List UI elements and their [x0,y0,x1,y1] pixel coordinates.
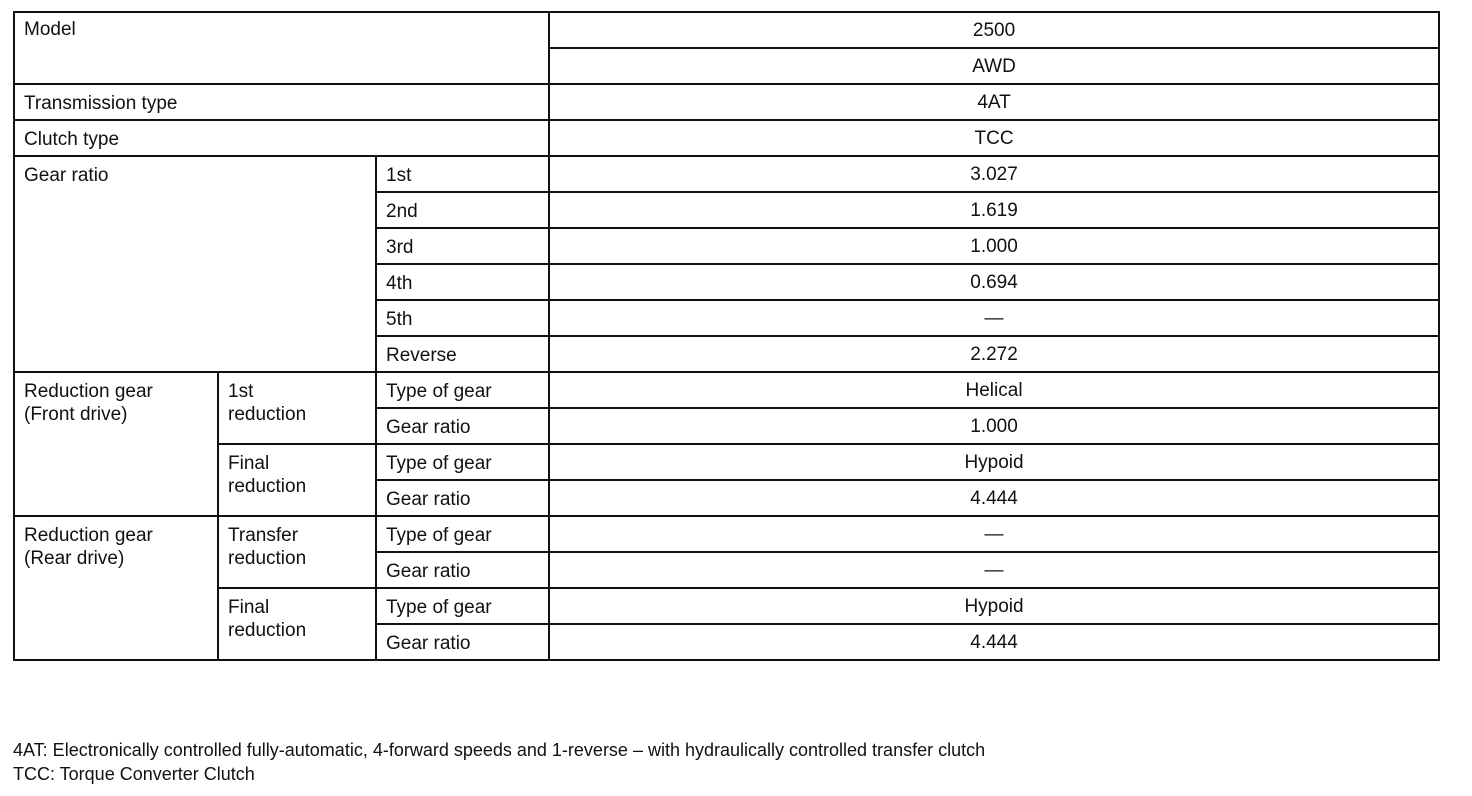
gear-ratio-sub-label: Gear ratio [376,408,549,444]
model-value-cell: 2500 [549,12,1439,48]
front-first-reduction-label [218,372,376,444]
type-of-gear-value: Hypoid [549,588,1439,624]
specification-table [13,11,1440,661]
table-row [14,516,1439,552]
rear-transfer-reduction-label [218,516,376,588]
footnotes [13,738,985,786]
table-row [14,372,1439,408]
gear-value-cell: 0.694 [549,264,1439,300]
type-of-gear-value: Helical [549,372,1439,408]
gear-ratio-sub-value: 4.444 [549,480,1439,516]
transmission-type-value: 4AT [549,84,1439,120]
front-final-reduction-label [218,444,376,516]
footnote-4at: 4AT: Electronically controlled fully-automatic, 4-forward speeds and 1-reverse – with hydraulically controlled transfer clutch [13,740,986,760]
front-first-reduction-text: 1st reduction [228,381,307,425]
gear-name-cell: 3rd [376,228,549,264]
front-final-reduction-text: Final reduction [228,453,307,497]
table-row [14,588,1439,624]
type-of-gear-label: Type of gear [376,588,549,624]
type-of-gear-label: Type of gear [376,516,549,552]
gear-name-cell: 2nd [376,192,549,228]
gear-name-cell: 4th [376,264,549,300]
gear-ratio-sub-label: Gear ratio [376,624,549,660]
rear-final-reduction-label [218,588,376,660]
gear-ratio-sub-value: 4.444 [549,624,1439,660]
drive-value-cell: AWD [549,48,1439,84]
gear-name-cell: 1st [376,156,549,192]
model-label-cell: Model [14,12,549,84]
gear-ratio-sub-value: — [549,552,1439,588]
front-reduction-text: Reduction gear (Front drive) [24,381,153,425]
gear-ratio-sub-label: Gear ratio [376,480,549,516]
gear-name-cell: 5th [376,300,549,336]
gear-value-cell: 1.619 [549,192,1439,228]
transmission-type-label: Transmission type [14,84,549,120]
rear-reduction-label [14,516,218,660]
table-row [14,84,1439,120]
gear-ratio-label: Gear ratio [14,156,376,372]
table-row [14,156,1439,192]
type-of-gear-value: — [549,516,1439,552]
rear-transfer-reduction-text: Transfer reduction [228,525,307,569]
rear-reduction-text: Reduction gear (Rear drive) [24,525,153,569]
rear-final-reduction-text: Final reduction [228,597,307,641]
gear-value-cell: — [549,300,1439,336]
gear-value-cell: 3.027 [549,156,1439,192]
gear-ratio-sub-value: 1.000 [549,408,1439,444]
clutch-type-value: TCC [549,120,1439,156]
front-reduction-label [14,372,218,516]
clutch-type-label: Clutch type [14,120,549,156]
footnote-tcc: TCC: Torque Converter Clutch [13,764,255,784]
gear-value-cell: 1.000 [549,228,1439,264]
table-row [14,120,1439,156]
type-of-gear-value: Hypoid [549,444,1439,480]
gear-ratio-sub-label: Gear ratio [376,552,549,588]
gear-value-cell: 2.272 [549,336,1439,372]
table-row [14,12,1439,48]
gear-name-cell: Reverse [376,336,549,372]
type-of-gear-label: Type of gear [376,444,549,480]
type-of-gear-label: Type of gear [376,372,549,408]
table-row [14,444,1439,480]
